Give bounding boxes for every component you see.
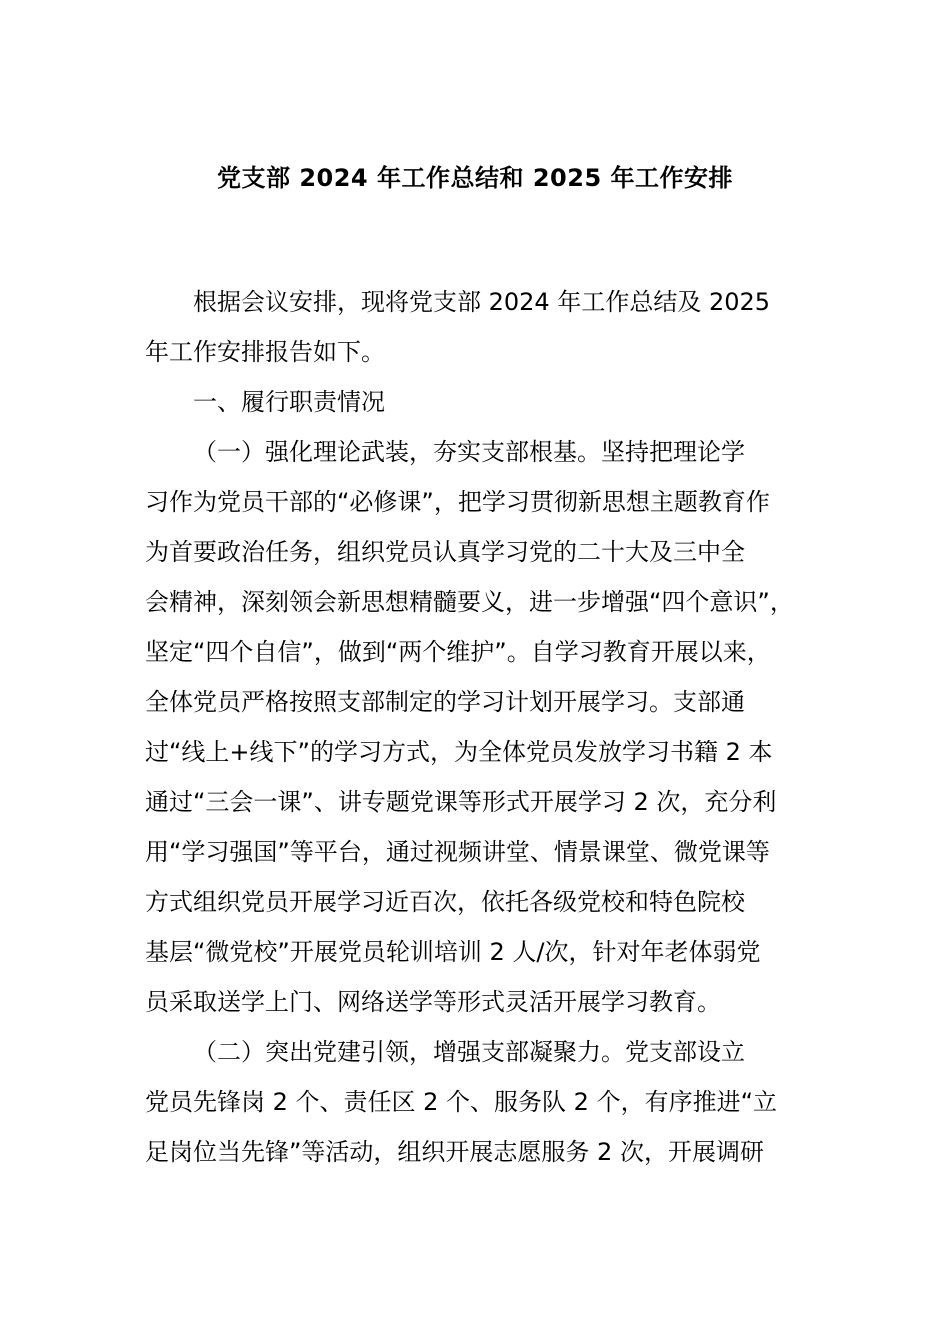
paragraph-line: 用“学习强国”等平台，通过视频讲堂、情景课堂、微党课等 — [145, 838, 770, 866]
paragraph-line: 会精神，深刻领会新思想精髓要义，进一步增强“四个意识”， — [145, 588, 794, 616]
paragraph-line: （二）突出党建引领，增强支部凝聚力。党支部设立 — [193, 1038, 745, 1066]
paragraph-line: 员采取送学上门、网络送学等形式灵活开展学习教育。 — [145, 988, 721, 1016]
paragraph-line: 年工作安排报告如下。 — [145, 338, 385, 366]
paragraph-line: 坚定“四个自信”，做到“两个维护”。自学习教育开展以来， — [145, 638, 771, 666]
paragraph-line: 基层“微党校”开展党员轮训培训 2 人/次，针对年老体弱党 — [145, 938, 761, 966]
paragraph-line: 党员先锋岗 2 个、责任区 2 个、服务队 2 个，有序推进“立 — [145, 1088, 778, 1116]
document-title: 党支部 2024 年工作总结和 2025 年工作安排 — [216, 164, 733, 192]
paragraph-line: 方式组织党员开展学习近百次，依托各级党校和特色院校 — [145, 888, 745, 916]
paragraph-line: 足岗位当先锋”等活动，组织开展志愿服务 2 次，开展调研 — [145, 1138, 764, 1166]
paragraph-line: 为首要政治任务，组织党员认真学习党的二十大及三中全 — [145, 538, 745, 566]
section-heading: 一、履行职责情况 — [193, 388, 385, 416]
paragraph-line: 习作为党员干部的“必修课”，把学习贯彻新思想主题教育作 — [145, 488, 770, 516]
paragraph-line: 通过“三会一课”、讲专题党课等形式开展学习 2 次，充分利 — [145, 788, 777, 816]
paragraph-line: 全体党员严格按照支部制定的学习计划开展学习。支部通 — [145, 688, 745, 716]
paragraph-line: 根据会议安排，现将党支部 2024 年工作总结及 2025 — [193, 288, 771, 316]
paragraph-line: （一）强化理论武装，夯实支部根基。坚持把理论学 — [193, 438, 745, 466]
paragraph-line: 过“线上+线下”的学习方式，为全体党员发放学习书籍 2 本 — [145, 738, 773, 766]
